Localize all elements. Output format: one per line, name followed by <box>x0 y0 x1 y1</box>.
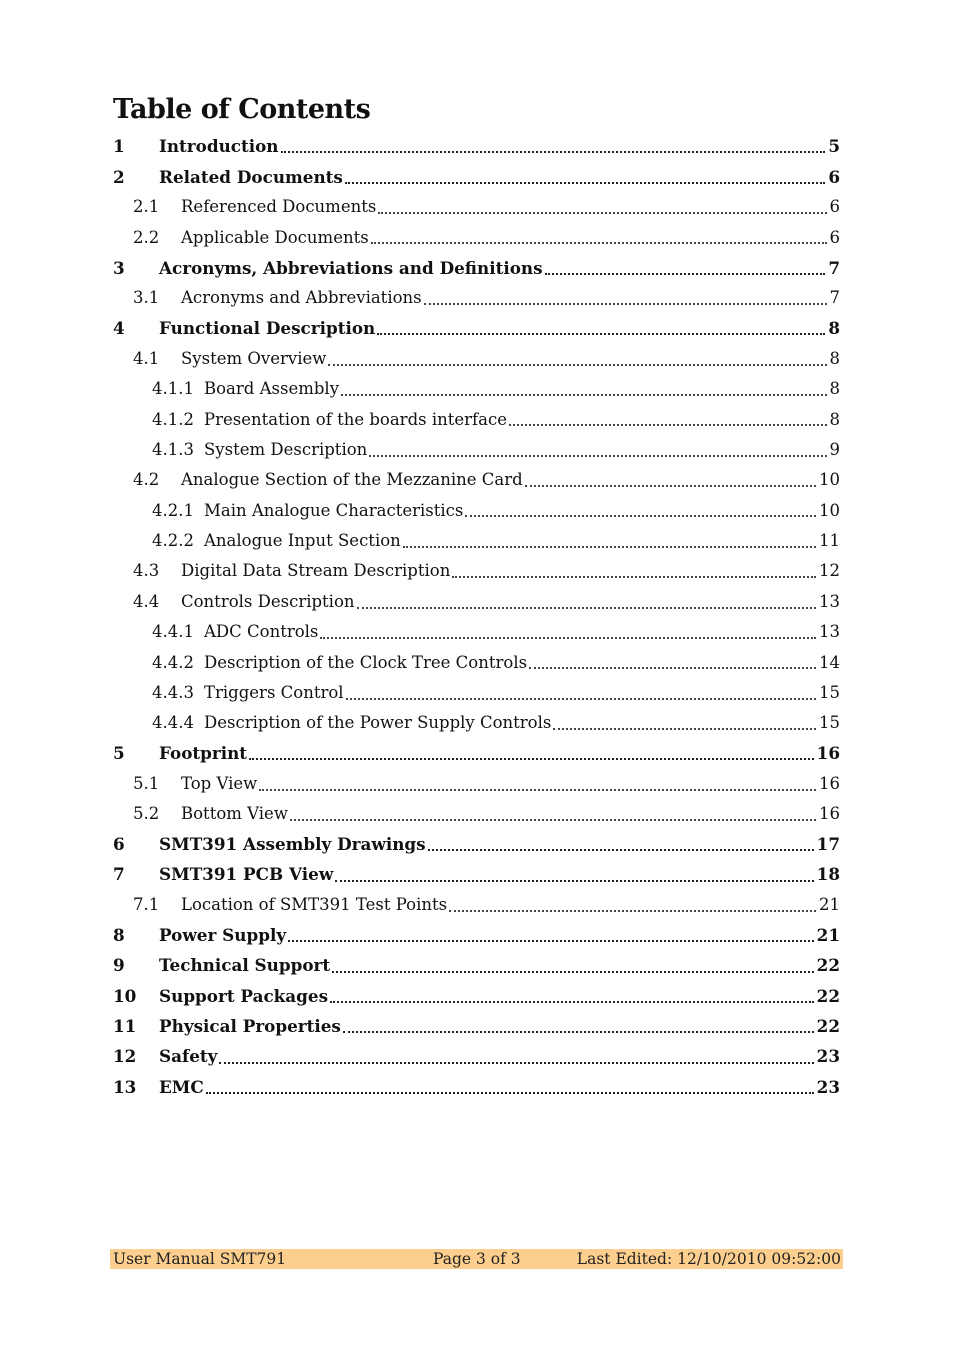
toc-entry-label[interactable]: Bottom View <box>181 804 288 824</box>
footer-last-edited: Last Edited: 12/10/2010 09:52:00 <box>576 1250 841 1268</box>
toc-entry-page-number[interactable]: 8 <box>829 409 840 429</box>
toc-entry[interactable] <box>113 283 840 313</box>
toc-entry-page-number[interactable]: 10 <box>819 500 840 520</box>
toc-entry-label[interactable]: Safety <box>159 1046 218 1067</box>
dot-leader <box>378 202 826 214</box>
toc-entry[interactable] <box>113 920 840 950</box>
dot-leader <box>288 930 814 942</box>
toc-entry-number: 4.4.4 <box>152 713 194 733</box>
toc-entry-page-number[interactable]: 23 <box>816 1046 840 1067</box>
toc-entry-label[interactable]: Main Analogue Characteristics <box>204 500 464 520</box>
dot-leader <box>545 263 826 275</box>
toc-entry-page-number[interactable]: 21 <box>819 895 840 915</box>
toc-entry-number: 4.1.3 <box>152 440 194 460</box>
toc-entry[interactable] <box>113 495 840 525</box>
toc-entry[interactable] <box>113 556 840 586</box>
toc-entry-label[interactable]: Applicable Documents <box>181 227 369 247</box>
toc-entry-label[interactable]: Acronyms and Abbreviations <box>181 288 422 308</box>
toc-entry-label[interactable]: Description of the Clock Tree Controls <box>204 652 528 672</box>
toc-entry[interactable] <box>113 131 840 161</box>
dot-leader <box>249 748 814 760</box>
dot-leader <box>403 536 816 548</box>
toc-entry[interactable] <box>113 222 840 252</box>
toc-entry-label[interactable]: Analogue Input Section <box>204 531 401 551</box>
toc-entry-label[interactable]: Triggers Control <box>204 682 344 702</box>
toc-entry[interactable] <box>113 738 840 768</box>
toc-entry-page-number[interactable]: 15 <box>819 713 840 733</box>
dot-leader <box>525 475 816 487</box>
toc-entry-label[interactable]: EMC <box>159 1076 204 1097</box>
toc-entry-number: 6 <box>113 834 125 855</box>
toc-entry-number: 4.1 <box>133 349 160 369</box>
dot-leader <box>369 445 826 457</box>
footer-document-name: User Manual SMT791 <box>113 1250 287 1268</box>
toc-entry-page-number[interactable]: 5 <box>828 136 840 157</box>
dot-leader <box>343 1021 814 1033</box>
footer-page-number: Page 3 of 3 <box>433 1250 521 1268</box>
toc-entry-label[interactable]: Footprint <box>159 743 248 764</box>
dot-leader <box>357 597 816 609</box>
toc-entry-page-number[interactable]: 18 <box>816 864 840 885</box>
toc-entry-label[interactable]: Description of the Power Supply Controls <box>204 713 552 733</box>
toc-entry-page-number[interactable]: 6 <box>829 227 840 247</box>
toc-entry[interactable] <box>113 192 840 222</box>
toc-entry-label[interactable]: Board Assembly <box>204 379 340 399</box>
toc-entry[interactable] <box>113 829 840 859</box>
toc-entry-number: 4.4 <box>133 591 160 611</box>
toc-entry-page-number[interactable]: 22 <box>816 955 840 976</box>
toc-entry-page-number[interactable]: 10 <box>819 470 840 490</box>
toc-entry-number: 2.1 <box>133 197 160 217</box>
toc-entry-number: 7.1 <box>133 895 160 915</box>
toc-entry-number: 5 <box>113 743 125 764</box>
dot-leader <box>259 779 816 791</box>
toc-entry-label[interactable]: Digital Data Stream Description <box>181 561 451 581</box>
dot-leader <box>219 1052 813 1064</box>
toc-entry-label[interactable]: SMT391 PCB View <box>159 864 334 885</box>
toc-entry-number: 4.2.2 <box>152 531 194 551</box>
toc-entry[interactable] <box>113 252 840 282</box>
dot-leader <box>335 870 813 882</box>
toc-entry[interactable] <box>113 343 840 373</box>
toc-entry-label[interactable]: Related Documents <box>159 166 343 187</box>
toc-title: Table of Contents <box>113 94 371 125</box>
toc-entry-page-number[interactable]: 6 <box>829 197 840 217</box>
toc-entry-page-number[interactable]: 22 <box>816 1016 840 1037</box>
dot-leader <box>341 384 826 396</box>
toc-entry[interactable] <box>113 434 840 464</box>
toc-entry[interactable] <box>113 768 840 798</box>
toc-entry-label[interactable]: System Description <box>204 440 368 460</box>
toc-entry[interactable] <box>113 617 840 647</box>
toc-entry[interactable] <box>113 404 840 434</box>
toc-entry[interactable] <box>113 981 840 1011</box>
toc-entry-number: 3 <box>113 257 125 278</box>
toc-entry-page-number[interactable]: 16 <box>816 743 840 764</box>
toc-entry[interactable] <box>113 525 840 555</box>
toc-entry[interactable] <box>113 586 840 616</box>
toc-entry[interactable] <box>113 950 840 980</box>
dot-leader <box>206 1082 814 1094</box>
toc-entry[interactable] <box>113 859 840 889</box>
toc-entry-number: 4.1.1 <box>152 379 194 399</box>
toc-entry[interactable] <box>113 708 840 738</box>
toc-entry-label[interactable]: Controls Description <box>181 591 355 611</box>
toc-entry-number: 4 <box>113 318 125 339</box>
toc-entry[interactable] <box>113 890 840 920</box>
toc-entry-number: 8 <box>113 925 125 946</box>
toc-entry-page-number[interactable]: 23 <box>816 1076 840 1097</box>
toc-entry-page-number[interactable]: 9 <box>829 440 840 460</box>
toc-entry[interactable] <box>113 647 840 677</box>
toc-entry-number: 10 <box>113 985 137 1006</box>
dot-leader <box>346 688 816 700</box>
toc-entry-label[interactable]: Physical Properties <box>159 1016 341 1037</box>
toc-entry[interactable] <box>113 799 840 829</box>
dot-leader <box>509 414 827 426</box>
toc-entry-number: 13 <box>113 1076 137 1097</box>
dot-leader <box>330 991 814 1003</box>
toc-entry-page-number[interactable]: 17 <box>816 834 840 855</box>
toc-entry-label[interactable]: Technical Support <box>159 955 331 976</box>
toc-entry-number: 4.4.3 <box>152 682 194 702</box>
toc-entry-page-number[interactable]: 21 <box>816 925 840 946</box>
toc-entry-label[interactable]: Acronyms, Abbreviations and Definitions <box>159 257 543 278</box>
toc-entry-page-number[interactable]: 7 <box>828 257 840 278</box>
toc-entry-page-number[interactable]: 14 <box>819 652 840 672</box>
toc-entry-number: 4.2.1 <box>152 500 194 520</box>
toc-entry[interactable] <box>113 313 840 343</box>
toc-entry-page-number[interactable]: 16 <box>819 804 840 824</box>
toc-entry-label[interactable]: Location of SMT391 Test Points <box>181 895 448 915</box>
dot-leader <box>281 141 826 153</box>
toc-entry-number: 4.4.2 <box>152 652 194 672</box>
toc-entry-number: 4.2 <box>133 470 160 490</box>
dot-leader <box>428 839 814 851</box>
toc-entry-label[interactable]: SMT391 Assembly Drawings <box>159 834 426 855</box>
toc-entry-number: 3.1 <box>133 288 160 308</box>
toc-entry[interactable] <box>113 374 840 404</box>
toc-entry-page-number[interactable]: 13 <box>819 591 840 611</box>
toc-entry-page-number[interactable]: 6 <box>828 166 840 187</box>
toc-entry[interactable] <box>113 465 840 495</box>
toc-entry[interactable] <box>113 161 840 191</box>
toc-entry-page-number[interactable]: 8 <box>828 318 840 339</box>
toc-entry-label[interactable]: Support Packages <box>159 985 329 1006</box>
toc-entry-number: 4.1.2 <box>152 409 194 429</box>
toc-entry-number: 5.2 <box>133 804 160 824</box>
dot-leader <box>328 354 826 366</box>
dot-leader <box>449 900 816 912</box>
toc-entry-page-number[interactable]: 8 <box>829 379 840 399</box>
toc-entry-page-number[interactable]: 13 <box>819 622 840 642</box>
dot-leader <box>345 172 825 184</box>
toc-entry-label[interactable]: Functional Description <box>159 318 376 339</box>
toc-entry[interactable] <box>113 677 840 707</box>
toc-entry-label[interactable]: Introduction <box>159 136 279 157</box>
toc-entry-page-number[interactable]: 12 <box>819 561 840 581</box>
toc-entry-label[interactable]: ADC Controls <box>204 622 319 642</box>
toc-entry-page-number[interactable]: 16 <box>819 773 840 793</box>
dot-leader <box>320 627 816 639</box>
toc-entry-label[interactable]: Power Supply <box>159 925 287 946</box>
toc-entry[interactable] <box>113 1011 840 1041</box>
toc-entry[interactable] <box>113 1041 840 1071</box>
toc-entry-number: 11 <box>113 1016 137 1037</box>
toc-entry-page-number[interactable]: 15 <box>819 682 840 702</box>
toc-entry-number: 7 <box>113 864 125 885</box>
toc-entry-label[interactable]: System Overview <box>181 349 327 369</box>
toc-entry-label[interactable]: Analogue Section of the Mezzanine Card <box>181 470 523 490</box>
toc-entry-page-number[interactable]: 22 <box>816 985 840 1006</box>
toc-entry-number: 5.1 <box>133 773 160 793</box>
toc-entry-number: 2 <box>113 166 125 187</box>
toc-entry-page-number[interactable]: 8 <box>829 349 840 369</box>
toc-entry-number: 12 <box>113 1046 137 1067</box>
toc-entry-page-number[interactable]: 11 <box>819 531 840 551</box>
toc-entry-page-number[interactable]: 7 <box>829 288 840 308</box>
toc-entry-number: 1 <box>113 136 125 157</box>
toc-entry-number: 2.2 <box>133 227 160 247</box>
dot-leader <box>377 323 825 335</box>
dot-leader <box>332 961 814 973</box>
dot-leader <box>371 232 827 244</box>
dot-leader <box>465 505 816 517</box>
toc-entry[interactable] <box>113 1072 840 1102</box>
dot-leader <box>553 718 816 730</box>
page-footer <box>110 1249 843 1269</box>
toc-entry-number: 4.3 <box>133 561 160 581</box>
dot-leader <box>424 293 827 305</box>
dot-leader <box>290 809 816 821</box>
dot-leader <box>452 566 816 578</box>
toc-entry-number: 4.4.1 <box>152 622 194 642</box>
toc-entry-number: 9 <box>113 955 125 976</box>
dot-leader <box>529 657 816 669</box>
table-of-contents <box>113 131 840 1102</box>
toc-entry-label[interactable]: Presentation of the boards interface <box>204 409 507 429</box>
toc-entry-label[interactable]: Referenced Documents <box>181 197 377 217</box>
toc-entry-label[interactable]: Top View <box>181 773 258 793</box>
